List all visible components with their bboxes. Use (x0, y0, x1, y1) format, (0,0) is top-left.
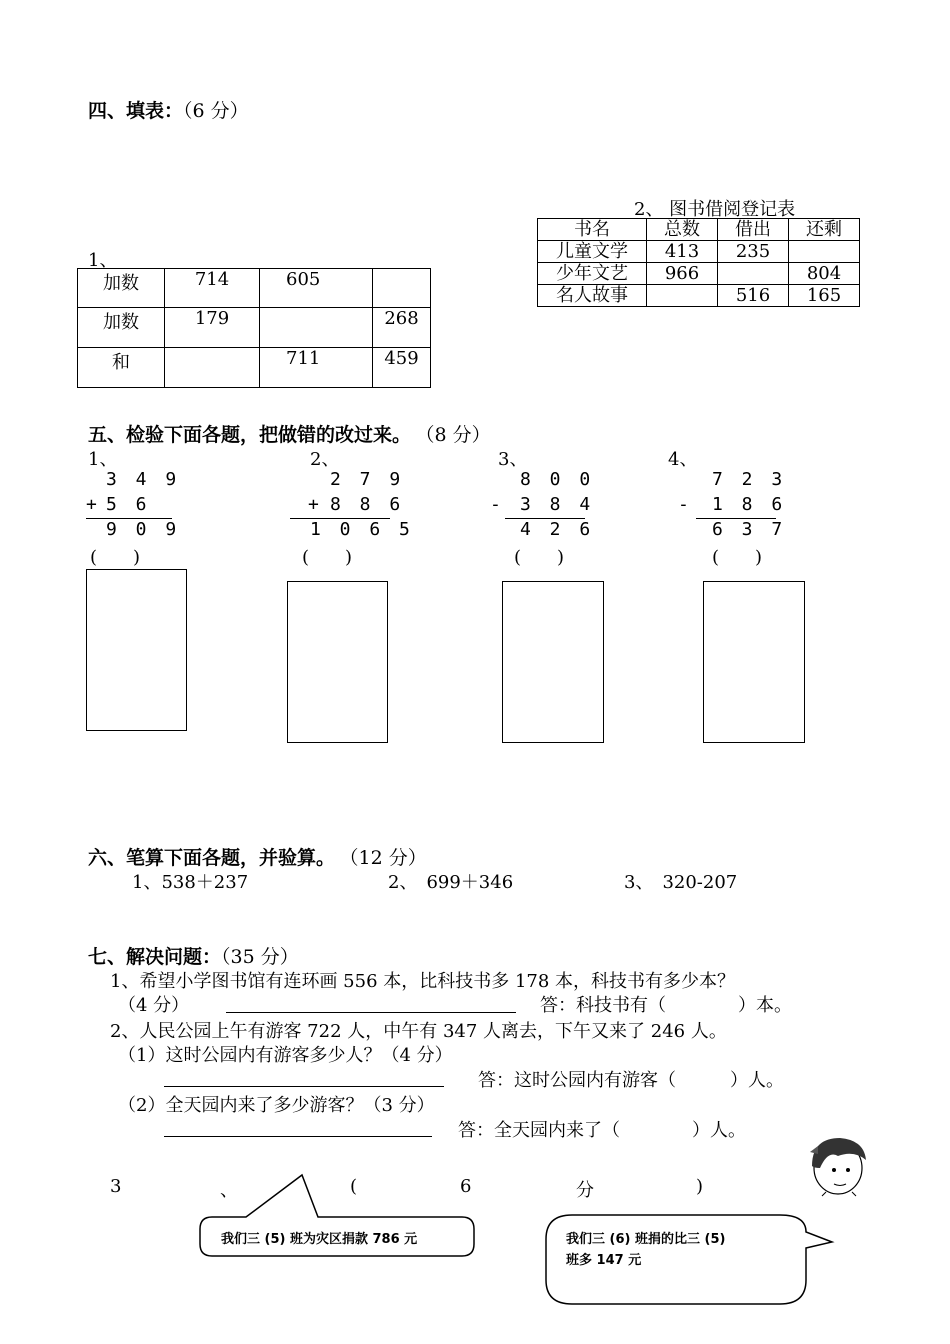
q1-text: 1、希望小学图书馆有连环画 556 本，比科技书多 178 本，科技书有多少本？ (110, 971, 736, 992)
q1-answer: 答：科技书有（ ）本。 (540, 995, 792, 1016)
problem-3-judge[interactable]: ( ) (514, 547, 565, 568)
q2-sub2-answer: 答：全天园内来了（ ）人。 (458, 1120, 746, 1141)
q2-sub1-answer: 答：这时公园内有游客（ ）人。 (478, 1070, 784, 1091)
bubble-2-text-line1: 我们三 (6) 班捐的比三 (5) (566, 1232, 726, 1247)
bubble-1-text: 我们三 (5) 班为灾区捐款 786 元 (221, 1232, 418, 1247)
problem-4-number: 4、 (668, 449, 698, 470)
problem-4-judge[interactable]: ( ) (712, 547, 763, 568)
table-cell: 605 (260, 269, 373, 308)
row-label: 和 (78, 348, 165, 388)
table1-label: 1、 (88, 250, 118, 271)
problem-4-result: 6 3 7 (712, 519, 787, 540)
column-header: 书名 (538, 219, 647, 241)
section5-title-text: 五、检验下面各题，把做错的改过来。 (88, 424, 412, 446)
table-cell: 711 (260, 348, 373, 388)
row-label: 加数 (78, 308, 165, 348)
calc-item-2: 2、 699＋346 (388, 872, 514, 893)
q1-points: （4 分） (118, 995, 190, 1016)
table-cell: 179 (165, 308, 260, 348)
problem-4-top: 7 2 3 (712, 469, 787, 490)
q3-separator: 、 (220, 1180, 238, 1201)
problem-1-op: + (86, 494, 101, 515)
q3-points: 6 (460, 1176, 472, 1197)
q2-sub2: （2）全天园内来了多少游客？（3 分） (118, 1095, 435, 1116)
q3-close-paren: ) (696, 1176, 704, 1197)
section4-points: （6 分） (183, 100, 249, 122)
table-cell: 516 (718, 285, 789, 307)
column-header: 总数 (647, 219, 718, 241)
table-cell: 966 (647, 263, 718, 285)
table-cell: 268 (373, 308, 431, 348)
table-cell: 儿童文学 (538, 241, 647, 263)
table-cell: 714 (165, 269, 260, 308)
section6-title-text: 六、笔算下面各题，并验算。 (88, 847, 336, 869)
section5-points: （8 分） (425, 424, 491, 446)
table-cell: 413 (647, 241, 718, 263)
problem-1-result: 9 0 9 (106, 519, 181, 540)
calc-item-3: 3、 320-207 (624, 872, 738, 893)
table-cell: 804 (789, 263, 860, 285)
boy-face-icon (810, 1138, 866, 1196)
problem-2-op: + (308, 494, 323, 515)
calc-item-1: 1、538＋237 (132, 872, 249, 893)
section7-points: （35 分） (221, 946, 299, 968)
table-cell: 459 (373, 348, 431, 388)
problem-1-bottom: 5 6 (106, 494, 151, 515)
section7-title-text: 七、解决问题： (88, 946, 222, 968)
table-cell: 235 (718, 241, 789, 263)
bubble-2-text-line2: 班多 147 元 (566, 1253, 642, 1268)
table2-title: 2、 图书借阅登记表 (634, 199, 796, 220)
q3-unit: 分 (576, 1180, 594, 1201)
q3-open-paren: ( (350, 1176, 358, 1197)
problem-3-bottom: 3 8 4 (520, 494, 595, 515)
problem-2-bottom: 8 8 6 (330, 494, 405, 515)
problem-4-op: - (678, 494, 693, 515)
problem-2-top: 2 7 9 (330, 469, 405, 490)
problem-3-top: 8 0 0 (520, 469, 595, 490)
problem-2-judge[interactable]: ( ) (302, 547, 353, 568)
problem-3-op: - (490, 494, 505, 515)
section4-title-text: 四、填表： (88, 100, 184, 122)
q3-number: 3 (110, 1176, 122, 1197)
problem-1-number: 1、 (88, 449, 118, 470)
problem-1-judge[interactable]: ( ) (90, 547, 141, 568)
q2-text: 2、人民公园上午有游客 722 人，中午有 347 人离去，下午又来了 246 人。 (110, 1021, 727, 1042)
table-cell: 少年文艺 (538, 263, 647, 285)
row-label: 加数 (78, 269, 165, 308)
problem-1-top: 3 4 9 (106, 469, 181, 490)
problem-2-result: 1 0 6 5 (310, 519, 414, 540)
column-header: 借出 (718, 219, 789, 241)
problem-3-number: 3、 (498, 449, 528, 470)
table-cell: 名人故事 (538, 285, 647, 307)
problem-2-number: 2、 (310, 449, 340, 470)
q2-sub1: （1）这时公园内有游客多少人？（4 分） (118, 1045, 453, 1066)
problem-3-result: 4 2 6 (520, 519, 595, 540)
table-cell: 165 (789, 285, 860, 307)
column-header: 还剩 (789, 219, 860, 241)
section6-points: （12 分） (349, 847, 427, 869)
problem-4-bottom: 1 8 6 (712, 494, 787, 515)
